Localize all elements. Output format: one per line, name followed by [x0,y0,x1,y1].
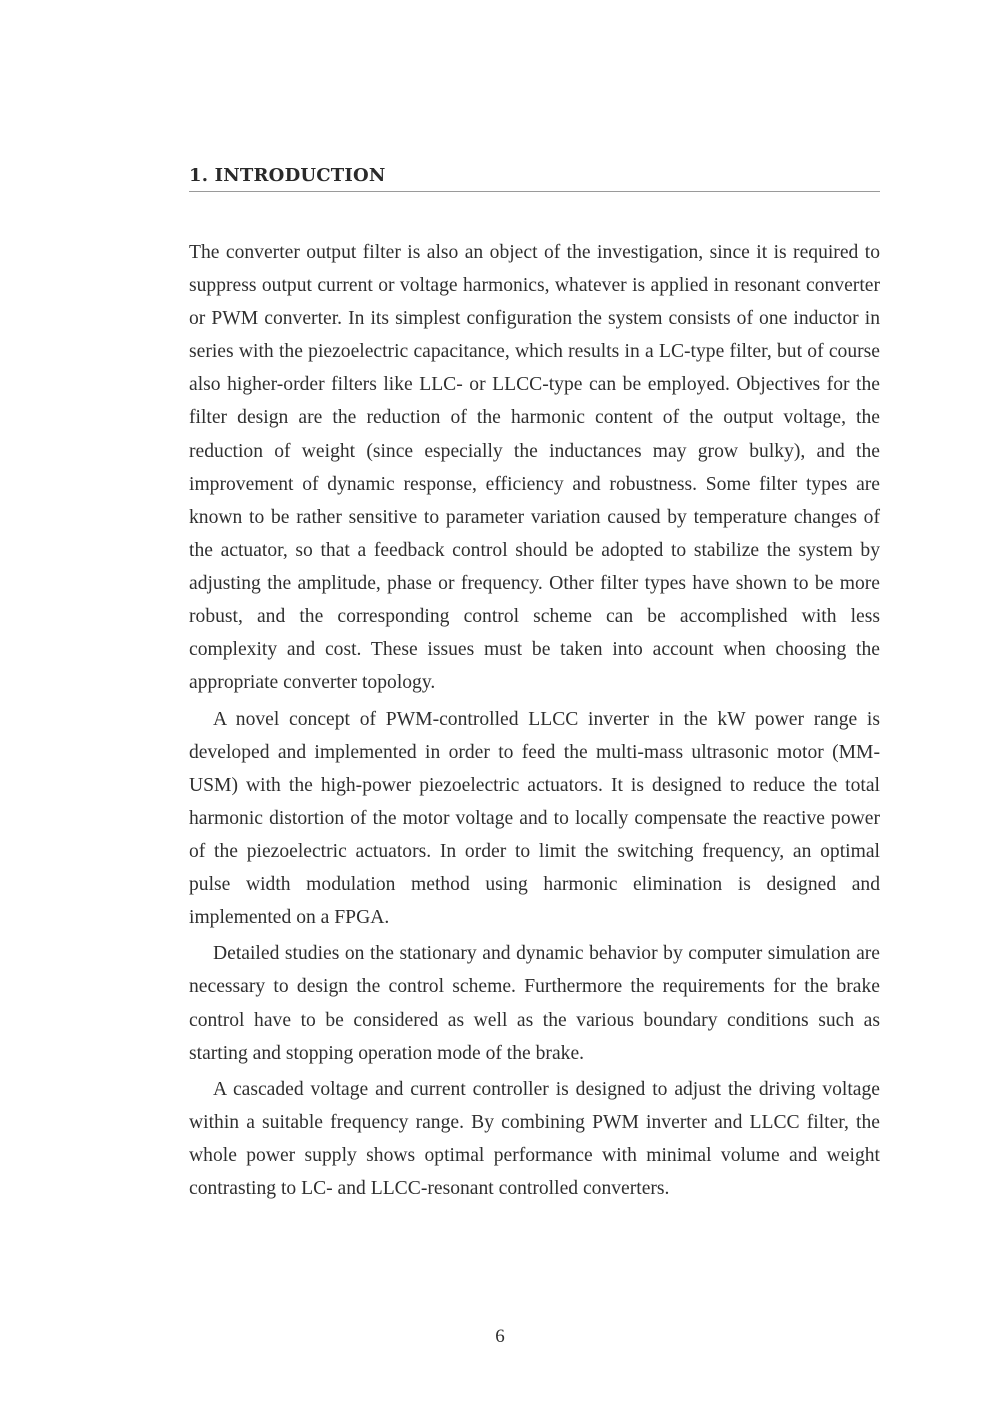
paragraph-simulation-studies: Detailed studies on the stationary and dynamic behavior by computer simulation are necessary to design the control scheme. Furthermore the requirements for the brake control have to be considered as well as the various boundary conditions such as starting and stopping operation mode of the brake. [189,943,880,1064]
paragraph-cascaded-controller: A cascaded voltage and current controller is designed to adjust the driving voltage within a suitable frequency range. By combining PWM inverter and LLCC filter, the whole power supply shows optimal performance with minimal volume and weight contrasting to LC- and LLCC-resonant controlled converters. [189,1078,880,1200]
chapter-header [189,164,880,192]
chapter-title: 1. INTRODUCTION [189,165,386,186]
paragraph-llcc-inverter-concept: A novel concept of PWM-controlled LLCC inverter in the kW power range is developed and implemented in order to feed the multi-mass ultrasonic motor (MM-USM) with the high-power piezoelectric actuators. It is designed to reduce the total harmonic distortion of the motor voltage and to locally compensate the reactive power of the piezoelectric actuators. In order to limit the switching frequency, an optimal pulse width modulation method using harmonic elimination is designed and implemented on a FPGA. [189,708,880,929]
body-text [189,236,880,1208]
paragraph-filter-investigation: The converter output filter is also an object of the investigation, since it is required to suppress output current or voltage harmonics, whatever is applied in resonant converter or PWM converter. In its simplest configuration the system consists of one inductor in series with the piezoelectric capacitance, which results in a LC-type filter, but of course also higher-order filters like LLC- or LLCC-​type can be employed. Objectives for the filter design are the reduction of the harmonic content of the output voltage, the reduction of weight (since especially the inductances may grow bulky), and the improvement of dynamic response, efficiency and robustness. Some filter types are known to be rather sensitive to parameter variation caused by temperature changes of the actuator, so that a feedback control should be adopted to stabilize the system by adjusting the amplitude, phase or frequency. Other filter types have shown to be more robust, and the corresponding control scheme can be accomplished with less complexity and cost. These issues must be taken into account when choosing the appropriate converter topology. [189,242,880,694]
page-number: 6 [495,1326,505,1347]
